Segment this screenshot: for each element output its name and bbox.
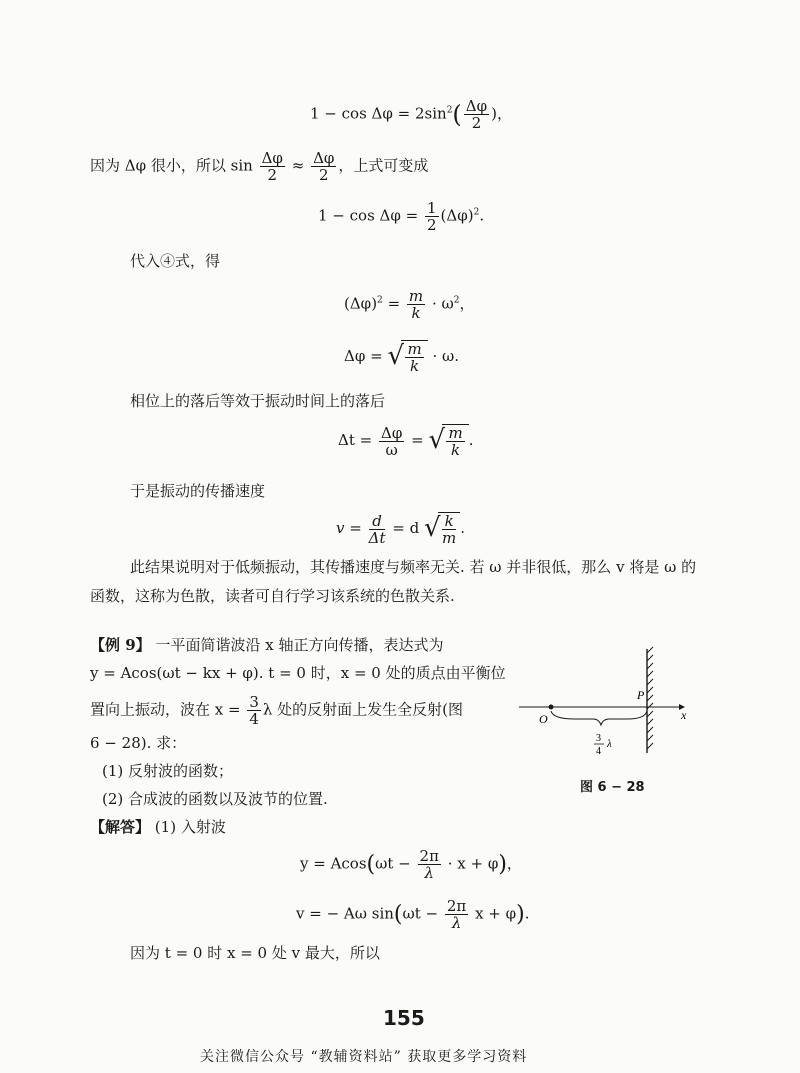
dist-num: 3 xyxy=(596,733,601,744)
example-tag: 【例 9】 xyxy=(90,636,151,654)
text-line-small-angle: 因为 Δφ 很小，所以 sin $\frac{\Delta\varphi}{2}$ ≈ $\frac{\Delta\varphi}{2}$ ，上式可变成 xyxy=(90,149,429,184)
equation-7: y = Acos(ωt − $\frac{2\pi}{\lambda}$ · x + φ)， xyxy=(300,847,522,882)
example-line-2: y = Acos(ωt − kx + φ). t = 0 时，x = 0 处的质点由平衡位 xyxy=(90,664,506,682)
equation-3: $(\Delta\varphi)^2$ = $\frac{m}{k}$ · $\omega^2$， xyxy=(344,287,475,322)
example-line-3: 置向上振动，波在 x = $\frac{3}{4}$ λ 处的反射面上发生全反射(图 xyxy=(90,693,464,728)
question-2: (2) 合成波的函数以及波节的位置. xyxy=(102,790,328,808)
equation-2: 1 − cos Δφ = $\frac{1}{2}$ $(\Delta\varphi)^2$. xyxy=(318,199,485,234)
text-line-phase-lag: 相位上的落后等效于振动时间上的落后 xyxy=(130,392,386,410)
example-line-4: 6 − 28). 求： xyxy=(90,734,187,752)
footer-promo: 关注微信公众号 “教辅资料站” 获取更多学习资料 xyxy=(200,1049,528,1065)
figure-6-28 xyxy=(515,645,695,765)
question-1: (1) 反射波的函数； xyxy=(102,762,234,780)
dist-unit: λ xyxy=(607,738,612,750)
label-p: P xyxy=(637,688,645,702)
equation-6: v = $\frac{d}{\Delta t}$ = d √ $\frac{k}{m}$ . xyxy=(336,511,466,547)
example-line-1: 【例 9】 一平面简谐波沿 x 轴正方向传播，表达式为 xyxy=(90,636,444,654)
dist-den: 4 xyxy=(596,746,601,757)
text-line-velocity: 于是振动的传播速度 xyxy=(130,482,266,500)
wall-hatching xyxy=(647,647,653,749)
paragraph-dispersion-line-1: 此结果说明对于低频振动，其传播速度与频率无关. 若 ω 并非很低，那么 v 将是 ω 的 xyxy=(130,558,697,576)
paragraph-dispersion-line-2: 函数，这称为色散，读者可自行学习该系统的色散关系. xyxy=(90,587,455,605)
distance-brace xyxy=(551,711,647,725)
origin-point xyxy=(549,705,554,710)
text-line-substitute: 代入④式，得 xyxy=(130,252,221,270)
equation-4: Δφ = √ $\frac{m}{k}$ · ω. xyxy=(344,340,460,375)
text-line-initial-condition: 因为 t = 0 时 x = 0 处 v 最大，所以 xyxy=(130,944,380,962)
label-x: x xyxy=(681,708,687,722)
label-o: O xyxy=(539,712,548,726)
answer-line: 【解答】 (1) 入射波 xyxy=(90,818,226,836)
equation-1: $1 - \cos \Delta\varphi = 2\sin^2$( $\frac{\Delta\varphi}{2}$ )， xyxy=(310,97,512,132)
equation-5: Δt = $\frac{\Delta\varphi}{\omega}$ = √ $\frac{m}{k}$ . xyxy=(338,423,474,459)
figure-caption: 图 6 − 28 xyxy=(580,780,645,795)
figure-diagram xyxy=(515,645,695,765)
answer-tag: 【解答】 xyxy=(90,818,151,836)
equation-8: v = − Aω sin(ωt − $\frac{2\pi}{\lambda}$ x + φ). xyxy=(296,897,530,932)
page-number: 155 xyxy=(383,1006,425,1030)
